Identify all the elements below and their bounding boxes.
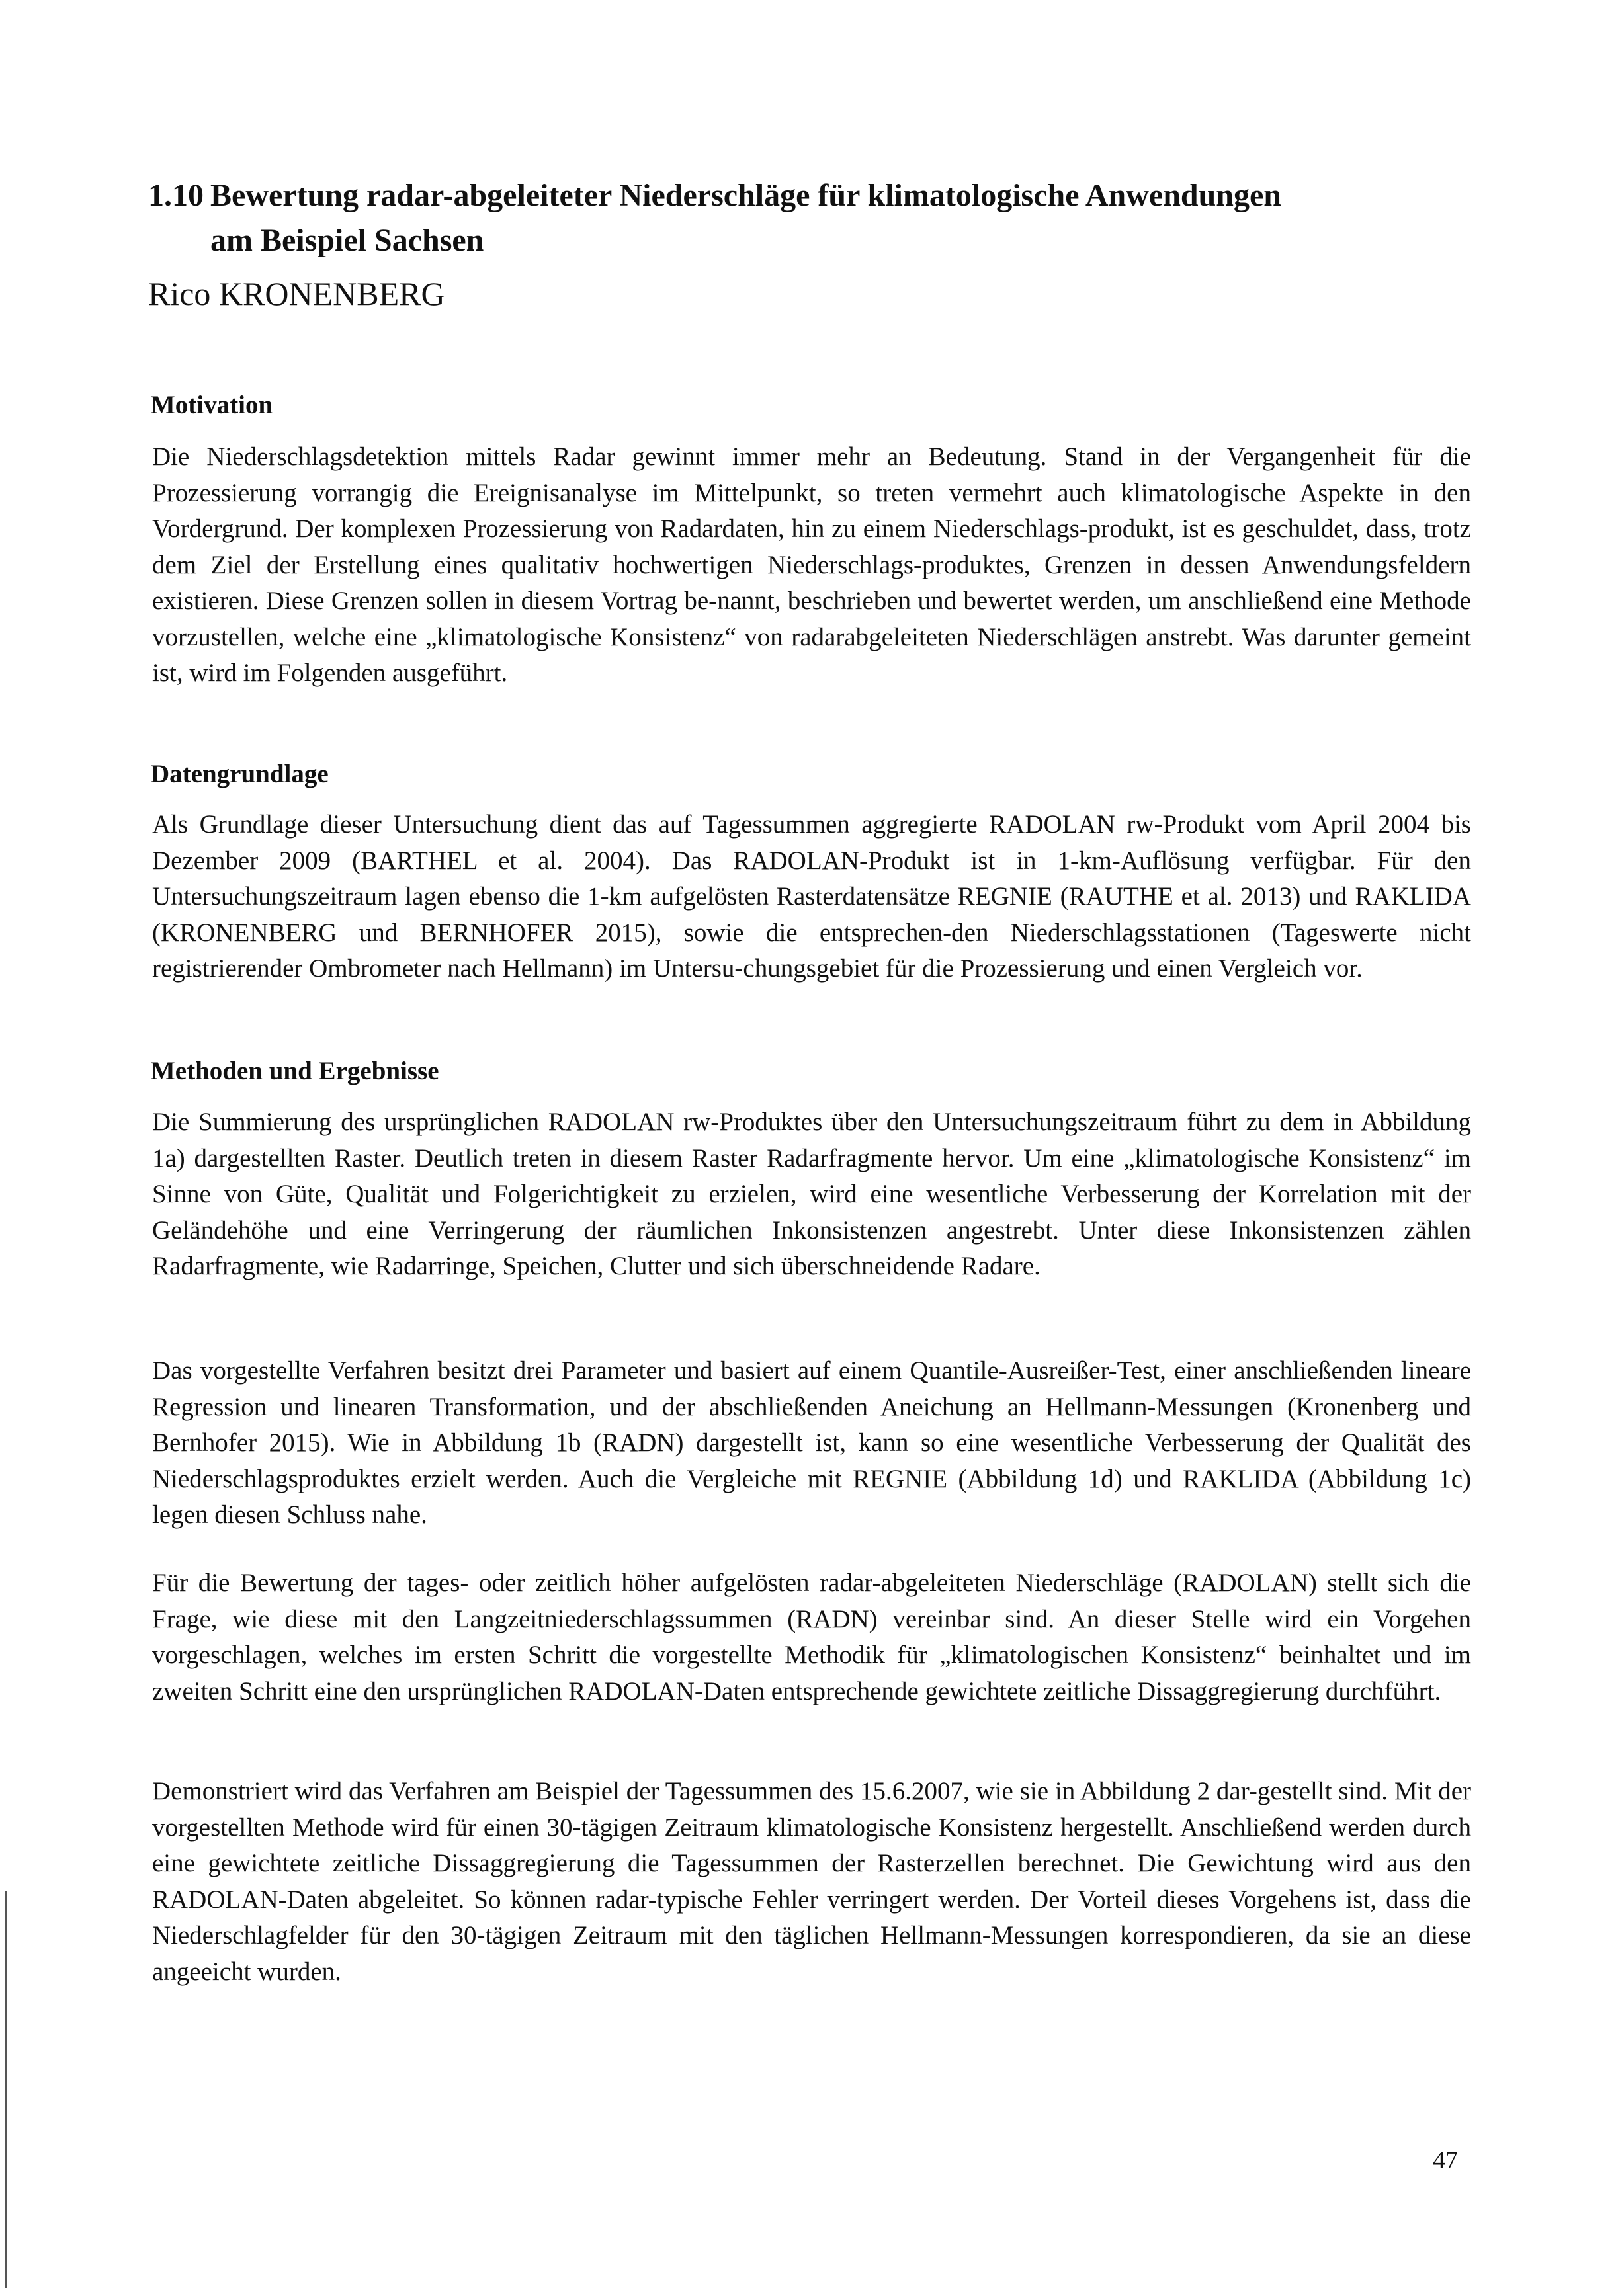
paragraph-datengrundlage: Als Grundlage dieser Untersuchung dient das auf Tagessummen aggregierte RADOLAN rw-Produkt vom April 2004 bis Dezember 2009 (BARTHEL et al. 2004). Das RADOLAN-Produkt ist in 1-km-Auflösung verfügbar. Für den Untersuchungszeitraum lagen ebenso die 1-km aufgelösten Rasterdatensätze REGNIE (RAUTHE et al. 2013) und RAKLIDA (KRONENBERG und BERNHOFER 2015), sowie die entsprechen-den Niederschlagsstationen (Tageswerte nicht registrierender Ombrometer nach Hellmann) im Untersu-chungsgebiet für die Prozessierung und einen Vergleich vor. xyxy=(152,810,1471,983)
paragraph-methoden-1: Die Summierung des ursprünglichen RADOLAN rw-Produktes über den Untersuchungszeitraum führt zu dem in Abbildung 1a) dargestellten Raster. Deutlich treten in diesem Raster Radarfragmente hervor. Um eine „klimatologische Konsistenz“ im Sinne von Güte, Qualität und Folgerichtigkeit zu erzielen, wird eine wesentliche Verbesserung der Korrelation mit der Geländehöhe und eine Verringerung der räumlichen Inkonsistenzen angestrebt. Unter diese Inkonsistenzen zählen Radarfragmente, wie Radarringe, Speichen, Clutter und sich überschneidende Radare. xyxy=(152,1108,1471,1280)
paragraph-methoden-3: Für die Bewertung der tages- oder zeitlich höher aufgelösten radar-abgeleiteten Niederschläge (RADOLAN) stellt sich die Frage, wie diese mit den Langzeitniederschlagssummen (RADN) vereinbar sind. An dieser Stelle wird ein Vorgehen vorgeschlagen, welches im ersten Schritt die vorgestellte Methodik für „klimatologischen Konsistenz“ beinhaltet und im zweiten Schritt eine den ursprünglichen RADOLAN-Daten entsprechende gewichtete zeitliche Dissaggregierung durchführt. xyxy=(152,1569,1471,1705)
heading-methoden: Methoden und Ergebnisse xyxy=(151,1057,439,1085)
heading-motivation: Motivation xyxy=(151,391,273,419)
page-number: 47 xyxy=(1433,2147,1458,2174)
section-title xyxy=(148,173,1498,263)
scan-edge-line xyxy=(5,1891,7,2288)
paragraph-motivation: Die Niederschlagsdetektion mittels Radar gewinnt immer mehr an Bedeutung. Stand in der Vergangenheit für die Prozessierung vorrangig die Ereignisanalyse im Mittelpunkt, so treten vermehrt auch klimatologische Aspekte in den Vordergrund. Der komplexen Prozessierung von Radardaten, hin zu einem Niederschlags-produkt, ist es geschuldet, dass, trotz dem Ziel der Erstellung eines qualitativ hochwertigen Niederschlags-produktes, Grenzen in dessen Anwendungsfeldern existieren. Diese Grenzen sollen in diesem Vortrag be-nannt, beschrieben und bewertet werden, um anschließend eine Methode vorzustellen, welche eine „klimatologische Konsistenz“ von radarabgeleiteten Niederschlägen anstrebt. Was darunter gemeint ist, wird im Folgenden ausgeführt. xyxy=(152,442,1471,687)
paragraph-methoden-4: Demonstriert wird das Verfahren am Beispiel der Tagessummen des 15.6.2007, wie sie in Abbildung 2 dar-gestellt sind. Mit der vorgestellten Methode wird für einen 30-tägigen Zeitraum klimatologische Konsistenz hergestellt. Anschließend werden durch eine gewichtete zeitliche Dissaggregierung die Tagessummen der Rasterzellen berechnet. Die Gewichtung wird aus den RADOLAN-Daten abgeleitet. So können radar-typische Fehler verringert werden. Der Vorteil dieses Vorgehens ist, dass die Niederschlagfelder für den 30-tägigen Zeitraum mit den täglichen Hellmann-Messungen korrespondieren, da sie an diese angeeicht wurden. xyxy=(152,1777,1471,1986)
paragraph-methoden-2: Das vorgestellte Verfahren besitzt drei Parameter und basiert auf einem Quantile-Ausreißer-Test, einer anschließenden lineare Regression und linearen Transformation, und der abschließenden Aneichung an Hellmann-Messungen (Kronenberg und Bernhofer 2015). Wie in Abbildung 1b (RADN) dargestellt ist, kann so eine wesentliche Verbesserung der Qualität des Niederschlagsproduktes erzielt werden. Auch die Vergleiche mit REGNIE (Abbildung 1d) und RAKLIDA (Abbildung 1c) legen diesen Schluss nahe. xyxy=(152,1356,1471,1529)
title-line-2: am Beispiel Sachsen xyxy=(210,223,484,258)
title-line-1: Bewertung radar-abgeleiteter Niederschläge für klimatologische Anwendungen xyxy=(210,178,1281,213)
section-number: 1.10 xyxy=(148,178,204,213)
author-name: Rico KRONENBERG xyxy=(148,275,445,312)
heading-datengrundlage: Datengrundlage xyxy=(151,760,329,788)
